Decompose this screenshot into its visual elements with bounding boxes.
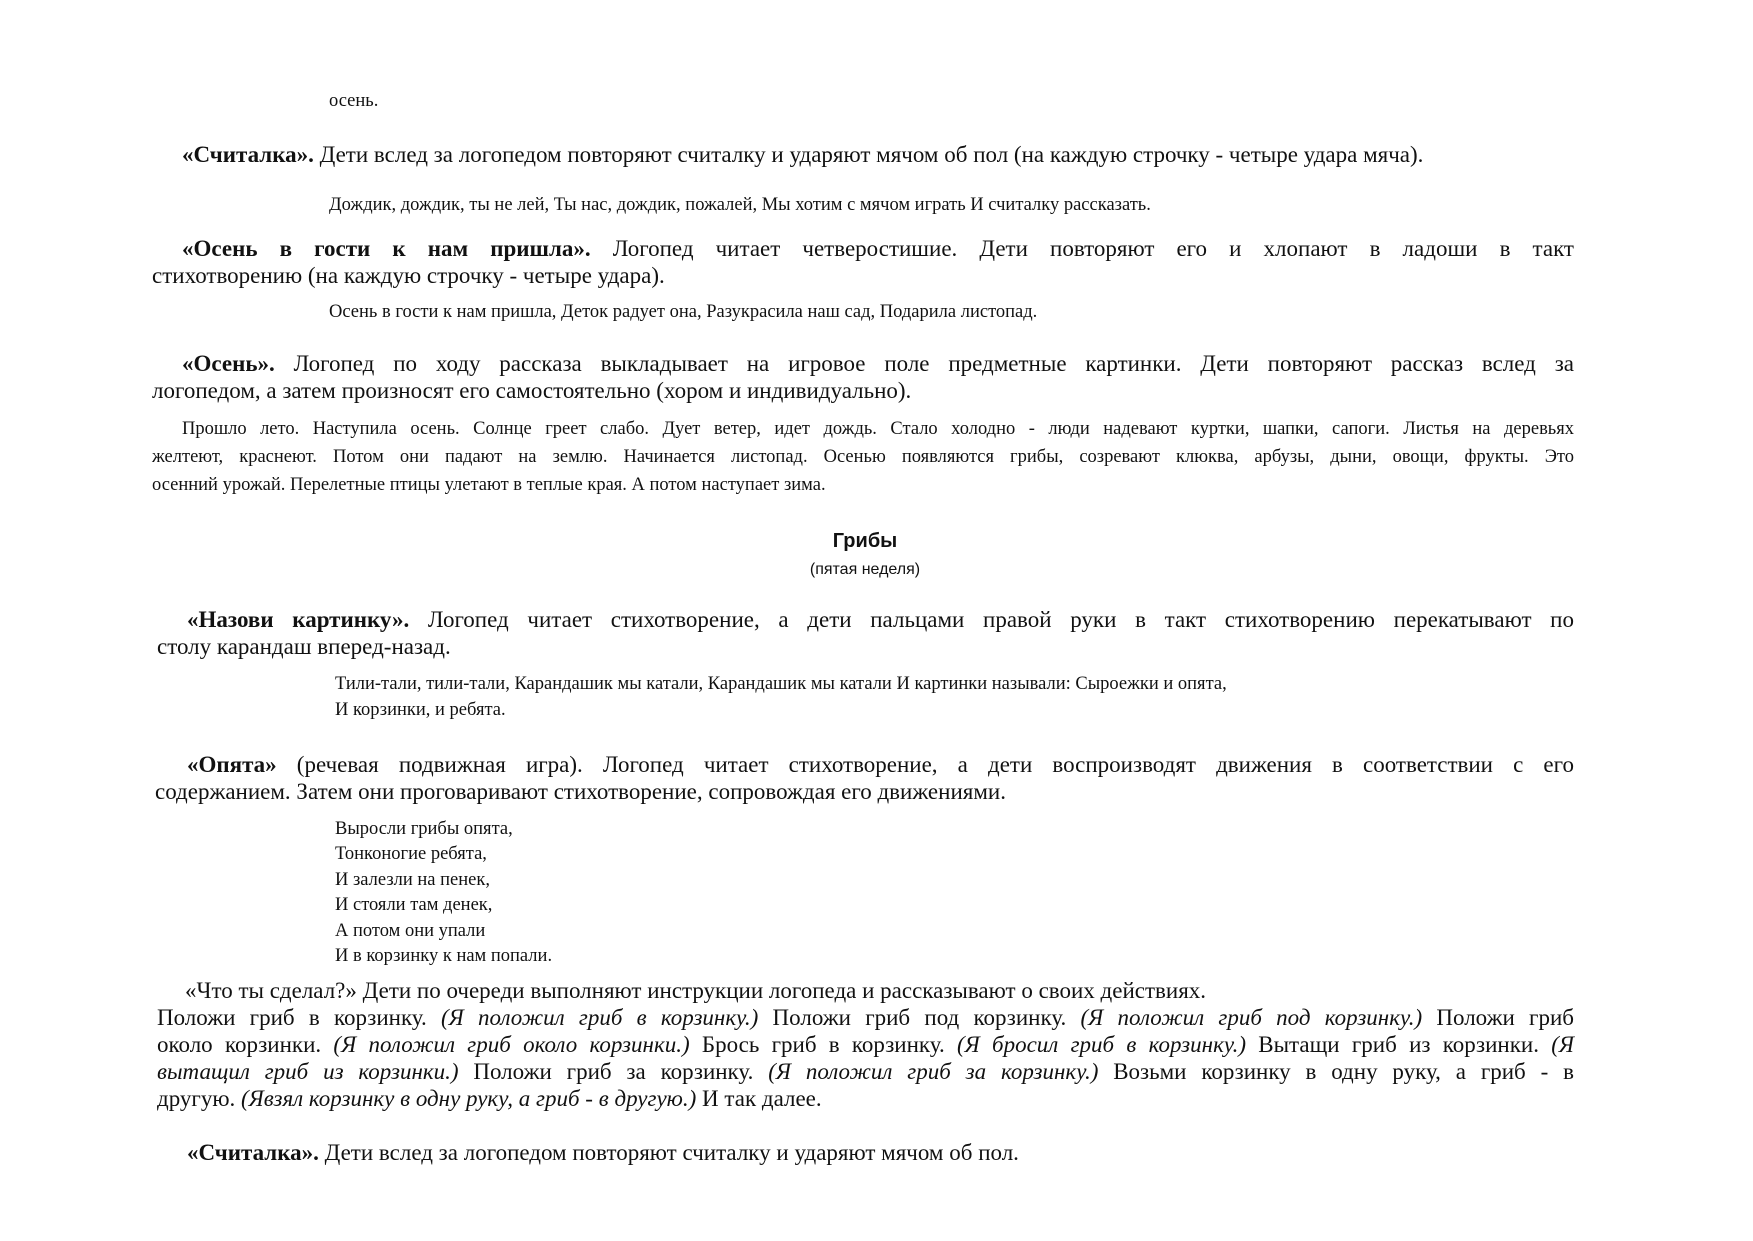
- poem-line: И стояли там денек,: [335, 895, 493, 916]
- paragraph-line: «Что ты сделал?» Дети по очереди выполняют инструкции логопеда и рассказывают о своих действиях.: [185, 978, 1207, 1003]
- rhyme: Дождик, дождик, ты не лей, Ты нас, дождик, пожалей, Мы хотим с мячом играть И считалку рассказать.: [329, 195, 1151, 215]
- section-title: Грибы: [832, 530, 898, 552]
- instruction-text: около корзинки.: [157, 1032, 334, 1057]
- paragraph-text: Логопед читает стихотворение, а дети пальцами правой руки в такт стихотворению перекатывают по: [409, 607, 1574, 632]
- story-line: Прошло лето. Наступила осень. Солнце греет слабо. Дует ветер, идет дождь. Стало холодно - люди надевают куртки, шапки, сапоги. Листья на деревьях: [182, 419, 1574, 439]
- paragraph-line: [157, 1033, 1574, 1056]
- instruction-text: другую.: [157, 1086, 242, 1111]
- paragraph-schitalka: [182, 143, 1423, 166]
- paragraph-line: [187, 753, 1574, 776]
- paragraph-text: Дети вслед за логопедом повторяют считалку и ударяют мячом об пол (на каждую строчку - четыре удара мяча).: [313, 142, 1424, 167]
- paragraph-line: [182, 237, 1574, 260]
- text-fragment: осень.: [329, 91, 379, 111]
- game-title: «Осень в гости к нам пришла».: [182, 236, 591, 261]
- poem-line: Тонконогие ребята,: [335, 844, 487, 865]
- poem-line: Выросли грибы опята,: [335, 819, 513, 839]
- paragraph-line: [187, 608, 1574, 631]
- instruction-text: И так далее.: [696, 1086, 822, 1111]
- instruction-text: Брось гриб в корзинку.: [689, 1032, 957, 1057]
- section-subtitle: (пятая неделя): [809, 561, 921, 578]
- answer-text: вытащил гриб из корзинки.): [157, 1059, 459, 1084]
- instruction-text: Возьми корзинку в одну руку, а гриб - в: [1098, 1059, 1574, 1084]
- instruction-text: Положи гриб: [1422, 1005, 1574, 1030]
- answer-text: (Явзял корзинку в одну руку, а гриб - в другую.): [241, 1086, 697, 1111]
- rhyme-line: И корзинки, и ребята.: [335, 700, 506, 720]
- story-line: осенний урожай. Перелетные птицы улетают в теплые края. А потом наступает зима.: [152, 475, 826, 495]
- answer-text: (Я положил гриб около корзинки.): [333, 1032, 690, 1057]
- paragraph-text: Логопед по ходу рассказа выкладывает на игровое поле предметные картинки. Дети повторяют рассказ вслед за: [274, 351, 1574, 376]
- rhyme-line: Тили-тали, тили-тали, Карандашик мы катали, Карандашик мы катали И картинки называли: Сыроежки и опята,: [335, 674, 1227, 694]
- answer-text: (Я положил гриб в корзинку.): [441, 1005, 759, 1030]
- game-title: «Опята»: [187, 752, 277, 777]
- game-title: «Назови картинку».: [187, 607, 410, 632]
- answer-text: (Я положил гриб за корзинку.): [768, 1059, 1099, 1084]
- paragraph-text: Дети вслед за логопедом повторяют считалку и ударяют мячом об пол.: [318, 1140, 1019, 1165]
- paragraph-line: логопедом, а затем произносят его самостоятельно (хором и индивидуально).: [152, 378, 912, 403]
- instruction-text: Положи гриб в корзинку.: [157, 1005, 441, 1030]
- poem-line: А потом они упали: [335, 920, 486, 941]
- paragraph-line: [157, 1087, 822, 1110]
- game-title: «Считалка».: [187, 1140, 319, 1165]
- paragraph-line: [157, 1060, 1574, 1083]
- story-line: желтеют, краснеют. Потом они падают на землю. Начинается листопад. Осенью появляются грибы, созревают клюква, арбузы, дыни, овощи, фрукты. Это: [152, 447, 1574, 467]
- paragraph-line: содержанием. Затем они проговаривают стихотворение, сопровождая его движениями.: [155, 779, 1006, 804]
- game-title: «Считалка».: [182, 142, 314, 167]
- answer-text: (Я: [1551, 1032, 1574, 1057]
- paragraph-schitalka: [187, 1141, 1019, 1164]
- instruction-text: Положи гриб под корзинку.: [758, 1005, 1081, 1030]
- paragraph-text: (речевая подвижная игра). Логопед читает стихотворение, а дети воспроизводят движения в соответствии с его: [276, 752, 1574, 777]
- answer-text: (Я положил гриб под корзинку.): [1080, 1005, 1423, 1030]
- paragraph-text: Логопед читает четверостишие. Дети повторяют его и хлопают в ладоши в такт: [590, 236, 1574, 261]
- paragraph-line: [182, 352, 1574, 375]
- poem-line: И залезли на пенек,: [335, 869, 490, 890]
- rhyme: Осень в гости к нам пришла, Деток радует она, Разукрасила наш сад, Подарила листопад.: [329, 302, 1038, 322]
- game-title: «Осень».: [182, 351, 275, 376]
- paragraph-line: [157, 1006, 1574, 1029]
- paragraph-line: стихотворению (на каждую строчку - четыре удара).: [152, 263, 665, 288]
- instruction-text: Положи гриб за корзинку.: [458, 1059, 769, 1084]
- poem-line: И в корзинку к нам попали.: [335, 946, 553, 966]
- answer-text: (Я бросил гриб в корзинку.): [956, 1032, 1246, 1057]
- instruction-text: Вытащи гриб из корзинки.: [1246, 1032, 1552, 1057]
- paragraph-line: столу карандаш вперед-назад.: [157, 634, 451, 659]
